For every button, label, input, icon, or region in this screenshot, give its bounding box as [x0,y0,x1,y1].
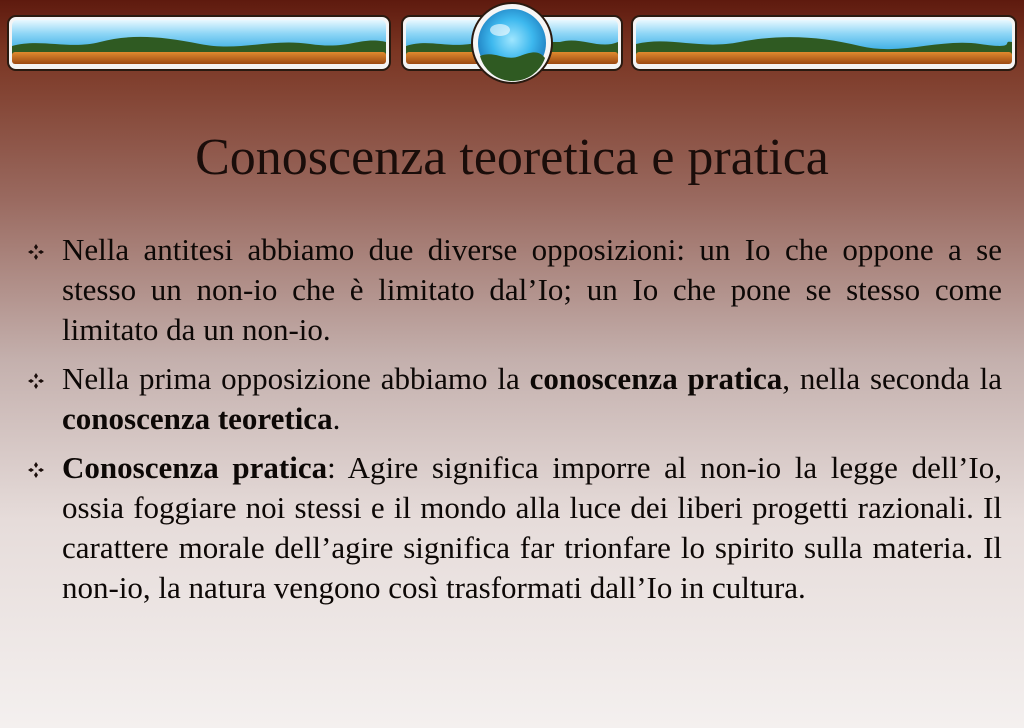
header-banner [0,0,1024,92]
four-diamond-bullet-icon [28,244,44,260]
bullet-text: . [332,401,341,436]
bullet-text: , nella seconda la [782,361,1002,396]
bullet-item [26,359,1002,439]
bullet-list [26,230,1002,617]
globe-icon [472,3,552,83]
bullet-item [26,230,1002,350]
bullet-text: Nella antitesi abbiamo due diverse opposizioni: un Io che oppone a se stesso un non-io che è limitato dal’Io; un Io che pone se stesso come limitato da un non-io. [62,232,1002,347]
bullet-text: : Agire significa imporre al non-io la legge dell’Io, ossia foggiare noi stessi e il mondo alla luce dei liberi progetti razionali. Il carattere morale dell’agire significa far trionfare lo spirito sulla materia. Il non-io, la natura vengono così trasformati dall’Io in cultura. [62,450,1002,605]
bold-term: conoscenza teoretica [62,401,333,436]
bold-term: Conoscenza pratica [62,450,328,485]
bold-term: conoscenza pratica [529,361,783,396]
bullet-item [26,448,1002,608]
four-diamond-bullet-icon [28,373,44,389]
four-diamond-bullet-icon [28,462,44,478]
banner-panel-left [8,16,390,70]
banner-panel-right [632,16,1016,70]
bullet-text: Nella prima opposizione abbiamo la [62,361,530,396]
slide-title: Conoscenza teoretica e pratica [195,129,829,186]
